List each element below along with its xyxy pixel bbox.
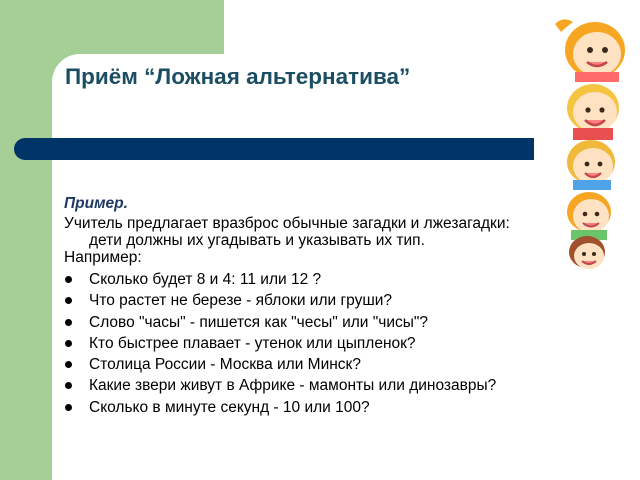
bullet-icon bbox=[65, 297, 72, 304]
list-item-text: Слово "часы" - пишется как "чесы" или "чисы"? bbox=[89, 313, 428, 331]
kid-2-icon bbox=[567, 84, 619, 140]
title-underline-bar bbox=[14, 138, 534, 160]
cartoon-kids-icon bbox=[555, 10, 640, 275]
for-example-label: Например: bbox=[64, 249, 142, 266]
kid-5-icon bbox=[569, 236, 605, 269]
list-item bbox=[64, 398, 574, 417]
list-item-text: Какие звери живут в Африке - мамонты или динозавры? bbox=[89, 377, 497, 395]
list-item-text: Кто быстрее плавает - утенок или цыпленок? bbox=[89, 334, 416, 352]
bullet-icon bbox=[65, 276, 72, 283]
bullet-icon bbox=[65, 340, 72, 347]
bullet-icon bbox=[65, 382, 72, 389]
list-item bbox=[64, 334, 574, 353]
intro-line-2: дети должны их угадывать и указывать их тип. bbox=[89, 232, 425, 249]
list-item bbox=[64, 355, 574, 374]
list-item bbox=[64, 291, 574, 310]
list-item-text: Столица России - Москва или Минск? bbox=[89, 356, 361, 374]
bullet-icon bbox=[65, 361, 72, 368]
kid-4-icon bbox=[567, 192, 611, 240]
list-item-text: Сколько будет 8 и 4: 11 или 12 ? bbox=[89, 271, 322, 288]
intro-paragraph bbox=[64, 214, 574, 248]
green-top-strip bbox=[52, 0, 224, 54]
list-item-text: Что растет не березе - яблоки или груши? bbox=[89, 292, 393, 310]
intro-line-1: Учитель предлагает вразброс обычные загадки и лжезагадки: bbox=[64, 215, 510, 232]
list-item-text: Сколько в минуте секунд - 10 или 100? bbox=[89, 398, 370, 416]
kid-3-icon bbox=[567, 140, 615, 190]
list-item bbox=[64, 313, 574, 332]
example-heading: Пример. bbox=[64, 195, 128, 212]
kid-1-icon bbox=[555, 19, 625, 82]
example-list bbox=[64, 270, 574, 417]
list-item bbox=[64, 376, 574, 395]
slide-content bbox=[64, 194, 574, 419]
list-item bbox=[64, 270, 574, 289]
bullet-icon bbox=[65, 319, 72, 326]
slide-title: Приём “Ложная альтернатива” bbox=[65, 64, 411, 89]
bullet-icon bbox=[65, 404, 72, 411]
